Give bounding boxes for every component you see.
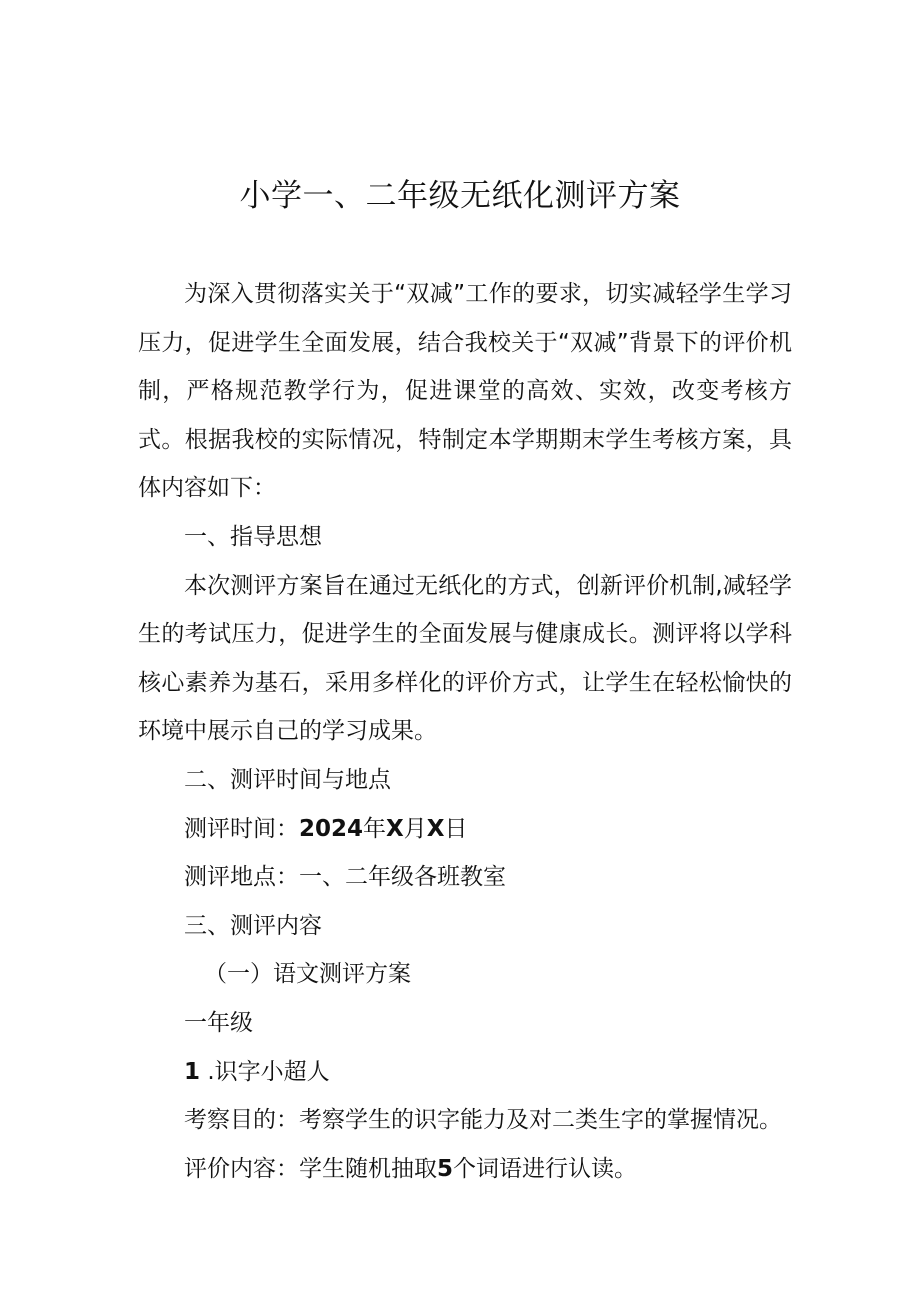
intro-paragraph: 为深入贯彻落实关于“双减”工作的要求，切实减轻学生学习压力，促进学生全面发展，结合我校关于“双减”背景下的评价机制，严格规范教学行为，促进课堂的高效、实效，改变考核方式。根据我校的实际情况，特制定本学期期末学生考核方案，具体内容如下： [138,281,792,502]
item-number: 1 [184,1058,201,1085]
content-number: 5 [437,1155,454,1182]
content-prefix: 评价内容：学生随机抽取 [184,1155,437,1182]
assessment-time-label: 测评时间： [184,815,299,842]
month-suffix: 月 [403,815,427,842]
assessment-place-line: 测评地点：一、二年级各班教室 [184,864,506,891]
section-heading-guiding-ideology: 一、指导思想 [184,523,322,550]
assessment-time-line [138,805,792,854]
item-title: .识字小超人 [200,1058,330,1085]
purpose-line: 考察目的：考察学生的识字能力及对二类生字的掌握情况。 [184,1107,782,1134]
item-literacy-title [138,1048,792,1097]
content-line [138,1145,792,1194]
grade-label: 一年级 [184,1009,253,1036]
subheading-chinese-plan: （一）语文测评方案 [204,961,411,988]
assessment-month: X [386,815,404,842]
year-suffix: 年 [363,815,387,842]
section-heading-content: 三、测评内容 [184,912,322,939]
document-title: 小学一、二年级无纸化测评方案 [239,178,681,214]
section-heading-time-place: 二、测评时间与地点 [184,766,391,793]
day-suffix: 日 [444,815,468,842]
guiding-ideology-paragraph: 本次测评方案旨在通过无纸化的方式，创新评价机制,减轻学生的考试压力，促进学生的全面发展与健康成长。测评将以学科核心素养为基石，采用多样化的评价方式，让学生在轻松愉快的环境中展示自己的学习成果。 [138,572,792,745]
assessment-day: X [426,815,445,842]
document-body [138,270,792,1193]
assessment-year: 2024 [299,815,364,842]
content-suffix: 个词语进行认读。 [453,1155,638,1182]
